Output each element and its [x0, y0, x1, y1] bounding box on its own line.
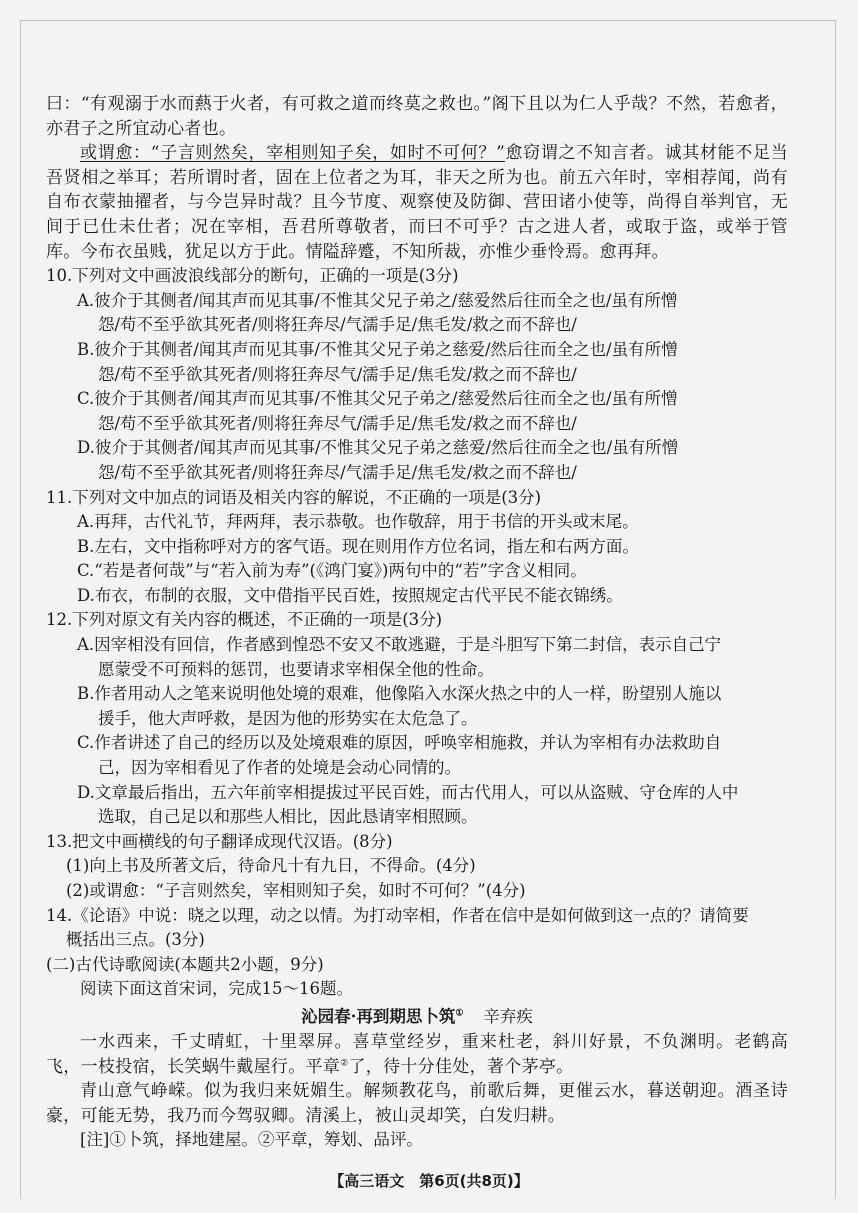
question-10-option-c	[46, 387, 788, 436]
question-12-option-c	[46, 731, 788, 780]
question-11-option-b: B.左右，文中指称呼对方的客气语。现在则用作方位名词，指左和右两方面。	[77, 536, 639, 556]
question-12-option-a	[46, 633, 788, 682]
option-label: C.	[77, 733, 95, 753]
poem-title-text: 沁园春·再到期思卜筑	[301, 1006, 456, 1026]
question-13-sub-1: (1)向上书及所著文后，待命凡十有九日，不得命。(4分)	[66, 856, 476, 876]
section-2-heading: (二)古代诗歌阅读(本题共2小题，9分)	[46, 954, 324, 974]
underlined-sentence: 或谓愈：“子言则然矣，宰相则知子矣，如时不可何？”	[80, 143, 506, 164]
option-text: 怨/苟不至乎欲其死者/则将狂奔尽气/濡手足/焦毛发/救之而不辞也/	[98, 364, 577, 384]
option-label: D.	[77, 438, 95, 458]
option-text: 援手，他大声呼救，是因为他的形势实在太危急了。	[98, 708, 478, 728]
option-text: 怨/苟不至乎欲其死者/则将狂奔尽/气濡手足/焦毛发/救之而不辞也/	[98, 462, 577, 482]
poem-title	[46, 1004, 788, 1030]
option-text: 作者讲述了自己的经历以及处境艰难的原因，呼唤宰相施救，并认为宰相有办法救助自	[94, 733, 722, 753]
question-14-stem-line1: 14.《论语》中说：晓之以理，动之以情。为打动宰相，作者在信中是如何做到这一点的？请简要	[46, 905, 749, 925]
poem-author: 辛弃疾	[483, 1006, 533, 1026]
question-10-option-b	[46, 338, 788, 387]
option-text: 选取，自己足以和那些人相比，因此恳请宰相照顾。	[98, 807, 478, 827]
option-label: C.	[77, 389, 95, 409]
passage-paragraph-1: 曰：“有观溺于水而爇于火者，有可救之道而终莫之救也。”阁下且以为仁人乎哉？不然，若愈者，亦君子之所宜动心者也。	[46, 94, 788, 139]
option-text: 愿蒙受不可预料的惩罚，也要请求宰相保全他的性命。	[98, 659, 494, 679]
option-text: 作者用动人之笔来说明他处境的艰难，他像陷入水深火热之中的人一样，盼望别人施以	[94, 684, 722, 704]
option-text: 己，因为宰相看见了作者的处境是会动心同情的。	[98, 758, 461, 778]
question-10-option-d	[46, 436, 788, 485]
page-footer: 【高三语文 第6页(共8页)】	[329, 1172, 529, 1190]
poem-note: [注]①卜筑，择地建屋。②平章，筹划、品评。	[80, 1130, 423, 1150]
question-10-option-a	[46, 289, 788, 338]
option-text: 文章最后指出，五六年前宰相提拔过平民百姓，而古代用人，可以从盗贼、守仓库的人中	[94, 782, 739, 802]
question-13-stem: 13.把文中画横线的句子翻译成现代汉语。(8分)	[46, 831, 393, 851]
section-2-intro: 阅读下面这首宋词，完成15～16题。	[80, 979, 353, 999]
question-11-stem: 11.下列对文中加点的词语及相关内容的解说，不正确的一项是(3分)	[46, 487, 542, 507]
option-label: A.	[77, 290, 95, 310]
page-left-border	[20, 20, 21, 1199]
option-text: 怨/苟不至乎欲其死者/则将狂奔尽气/濡手足/焦毛发/救之而不辞也/	[98, 413, 577, 433]
footnote-marker: ①	[455, 1008, 464, 1019]
option-label: B.	[77, 339, 95, 359]
poem-stanza-1-text-b: 了，待十分佳处，著个茅亭。	[348, 1056, 574, 1077]
option-text: 怨/苟不至乎欲其死者/则将狂奔尽/气濡手足/焦毛发/救之而不辞也/	[98, 315, 577, 335]
question-12-option-d	[46, 781, 788, 830]
page-top-border	[20, 20, 836, 21]
poem-stanza-2: 青山意气峥嵘。似为我归来妩媚生。解频教花鸟，前歌后舞，更催云水，暮送朝迎。酒圣诗豪，可能无势，我乃而今驾驭卿。清溪上，被山灵却笑，白发归耕。	[46, 1081, 788, 1126]
option-text: 彼介于其侧者/闻其声而见其事/不惟其父兄子弟之慈爱/然后往而全之也/虽有所憎	[94, 438, 679, 458]
question-13-sub-2: (2)或谓愈：“子言则然矣，宰相则知子矣，如时不可何？”(4分)	[66, 881, 526, 900]
question-12-stem: 12.下列对原文有关内容的概述，不正确的一项是(3分)	[46, 610, 443, 630]
question-11-option-a: A.再拜，古代礼节，拜两拜，表示恭敬。也作敬辞，用于书信的开头或末尾。	[77, 512, 639, 532]
option-text: 彼介于其侧者/闻其声而见其事/不惟其父兄子弟之/慈爱然后往而全之也/虽有所憎	[94, 389, 678, 409]
passage-paragraph-2-rest: 愈窃谓之不知言者。诚其材能不足当吾贤相之举耳；若所谓时者，固在上位者之为耳，非天之所为也。前五六年时，宰相荐闻，尚有自布衣蒙抽擢者，与今岂异时哉？且今节度、观察使及防御、营田诸小使等，尚得自举判官，无间于已仕未仕者；况在宰相，吾君所尊敬者，而曰不可乎？古之进人者，或取于盗，或举于管库。今布衣虽贱，犹足以方于此。情隘辞蹙，不知所裁，亦惟少垂怜焉。愈再拜。	[46, 143, 788, 262]
footnote-marker: ②	[340, 1057, 349, 1068]
poem-stanza-1-text-a: 一水西来，千丈晴虹，十里翠屏。喜草堂经岁，重来杜老，斜川好景，不负渊明。老鹤高飞，一枝投宿，长笑蜗牛戴屋行。平章	[46, 1031, 788, 1077]
option-text: 彼介于其侧者/闻其声而见其事/不惟其父兄子弟之慈爱/然后往而全之也/虽有所憎	[94, 339, 678, 359]
page-right-border	[835, 20, 836, 1199]
question-11-option-d: D.布衣，布制的衣服，文中借指平民百姓，按照规定古代平民不能衣锦绣。	[77, 585, 623, 605]
option-label: D.	[77, 782, 95, 802]
option-label: B.	[77, 684, 95, 704]
poem-stanza-1	[46, 1030, 788, 1079]
option-text: 因宰相没有回信，作者感到惶恐不安又不敢逃避，于是斗胆写下第二封信，表示自己宁	[94, 635, 722, 655]
passage-paragraph-2	[46, 141, 788, 264]
question-12-option-b	[46, 682, 788, 731]
option-label: A.	[77, 635, 95, 655]
question-10-stem: 10.下列对文中画波浪线部分的断句，正确的一项是(3分)	[46, 266, 459, 286]
question-14-stem-line2: 概括出三点。(3分)	[66, 930, 205, 950]
option-text: 彼介于其侧者/闻其声而见其事/不惟其父兄子弟之/慈爱然后往而全之也/虽有所憎	[94, 290, 678, 310]
question-11-option-c: C.“若是者何哉”与“若入前为寿”(《鸿门宴》)两句中的“若”字含义相同。	[77, 561, 587, 581]
